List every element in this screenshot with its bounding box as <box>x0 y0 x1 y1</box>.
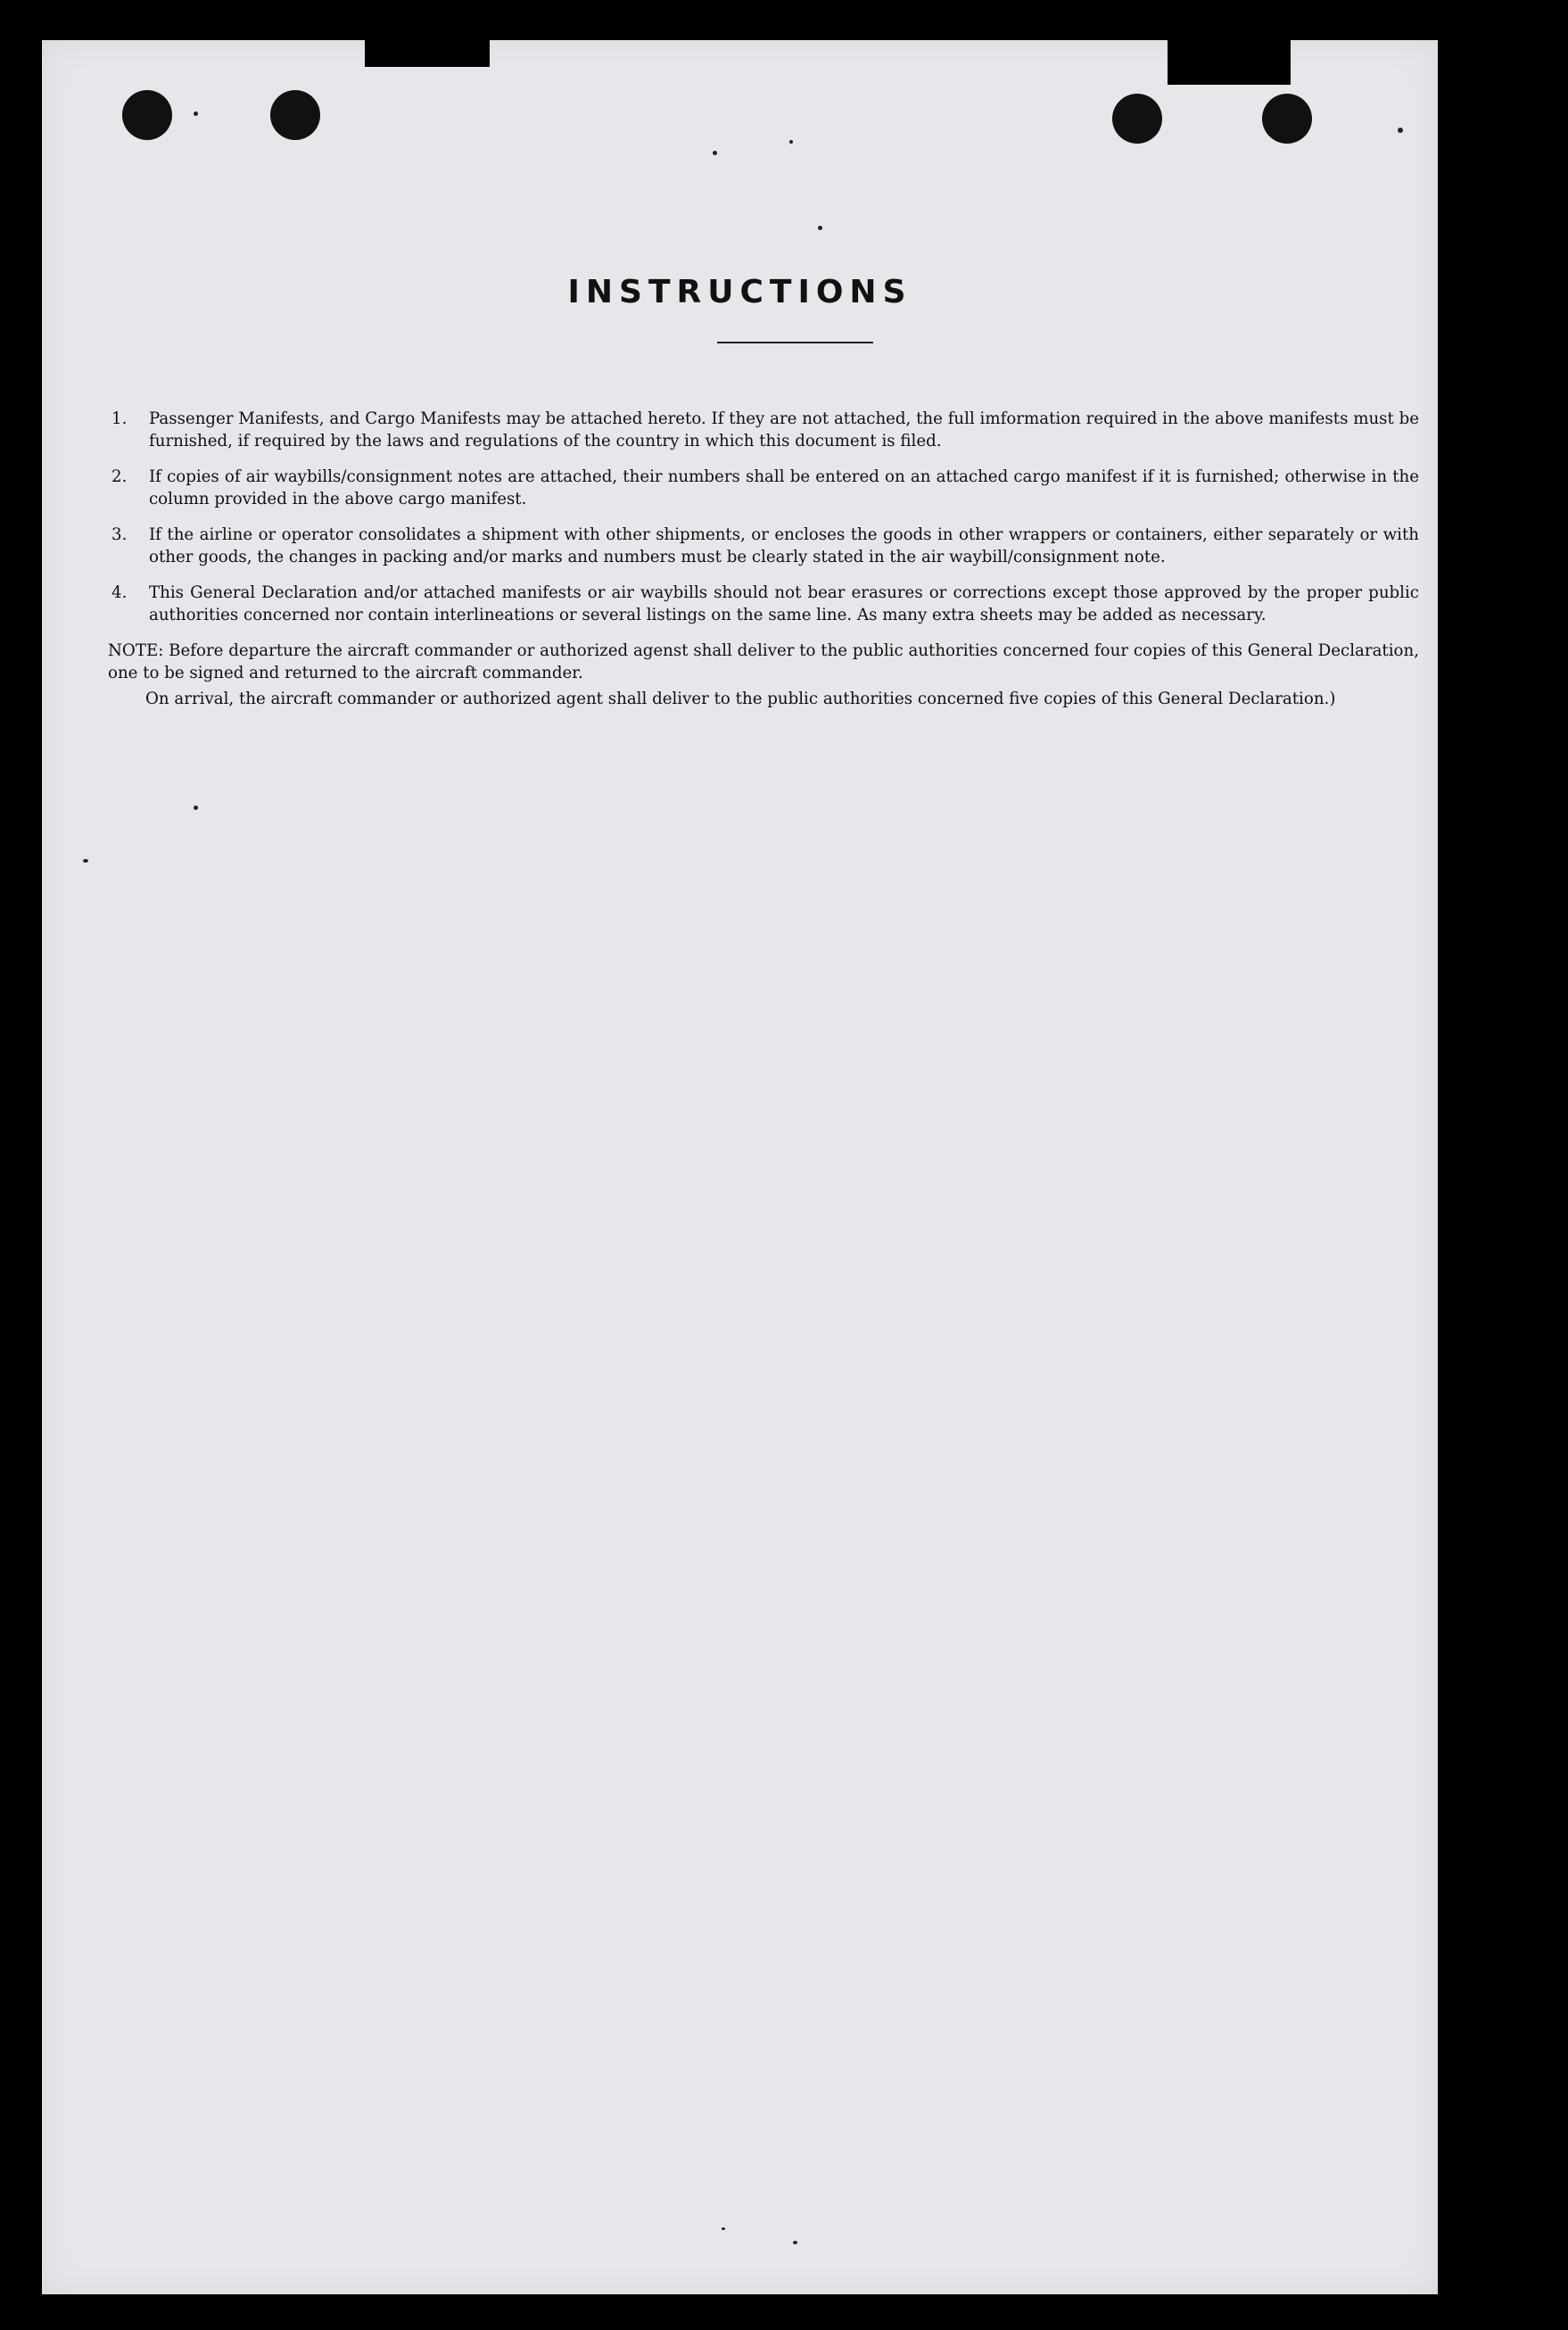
instruction-item <box>108 466 1419 510</box>
instruction-number: 1. <box>111 409 128 428</box>
note-label: NOTE: <box>108 641 164 660</box>
dust-speck <box>1398 128 1403 133</box>
dust-speck <box>789 140 793 144</box>
instruction-item <box>108 408 1419 452</box>
dust-speck <box>194 806 198 810</box>
dust-speck <box>793 2241 797 2244</box>
instruction-item <box>108 524 1419 568</box>
dust-speck <box>722 2227 725 2230</box>
instructions-body <box>108 408 1419 710</box>
dust-speck <box>83 859 88 863</box>
punch-hole <box>122 90 172 140</box>
note-second-paragraph: On arrival, the aircraft commander or authorized agent shall deliver to the public authorities concerned five copies of this General Declaration.) <box>145 690 1336 708</box>
top-notch-right <box>1168 38 1291 85</box>
page-title: INSTRUCTIONS <box>567 274 912 310</box>
note-first-paragraph <box>108 640 1419 684</box>
note-block <box>108 640 1419 710</box>
note-first-text: Before departure the aircraft commander or authorized agenst shall deliver to the public authorities concerned four copies of this General Declaration, one to be signed and returned to the aircraft commander. <box>108 641 1419 682</box>
document-page <box>42 40 1438 2294</box>
instruction-text: If the airline or operator consolidates a shipment with other shipments, or encloses the goods in other wrappers or containers, either separately or with other goods, the changes in packing and/or marks and numbers must be clearly stated in the air waybill/consignment note. <box>149 525 1419 566</box>
punch-hole <box>1112 94 1162 144</box>
top-notch-left <box>365 38 490 67</box>
title-underline <box>717 342 873 343</box>
punch-hole <box>270 90 320 140</box>
instruction-number: 4. <box>111 583 128 602</box>
punch-hole <box>1262 94 1312 144</box>
dust-speck <box>194 112 198 116</box>
dust-speck <box>818 226 822 230</box>
instruction-item <box>108 582 1419 626</box>
dust-speck <box>713 151 717 155</box>
instruction-text: If copies of air waybills/consignment notes are attached, their numbers shall be entered on an attached cargo manifest if it is furnished; otherwise in the column provided in the above cargo manifest. <box>149 467 1419 508</box>
instruction-number: 2. <box>111 467 128 486</box>
instruction-number: 3. <box>111 525 128 544</box>
instruction-text: Passenger Manifests, and Cargo Manifests may be attached hereto. If they are not attached, the full imformation required in the above manifests must be furnished, if required by the laws and regulations of the country in which this document is filed. <box>149 409 1419 450</box>
instruction-text: This General Declaration and/or attached manifests or air waybills should not bear erasures or corrections except those approved by the proper public authorities concerned nor contain interlineations or several listings on the same line. As many extra sheets may be added as necessary. <box>149 583 1419 624</box>
